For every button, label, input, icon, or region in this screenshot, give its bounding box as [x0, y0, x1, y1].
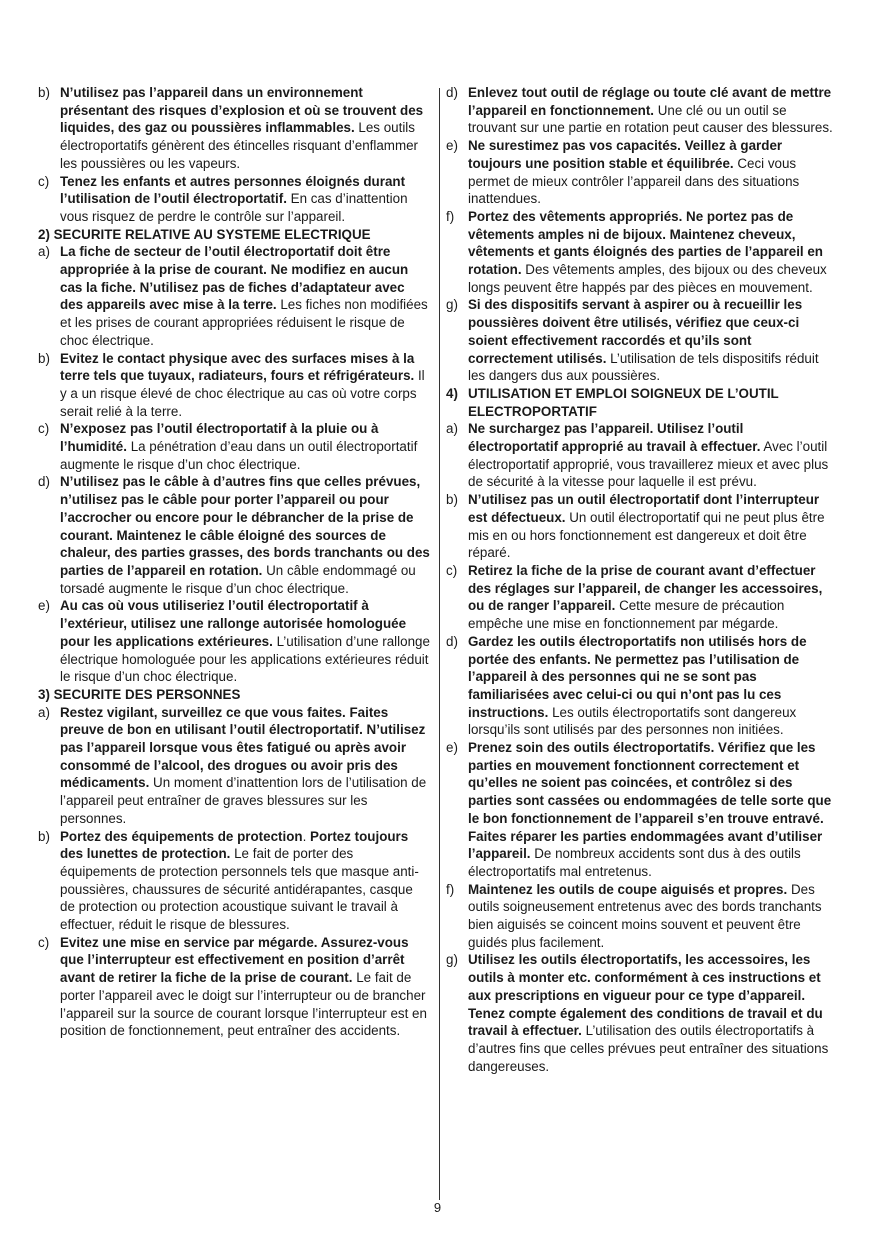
item-explanation: Des outils soigneusement entretenus avec des bords tranchants bien aiguisés se coincent moins souvent et peuvent être guidés plus facilement. — [468, 881, 822, 950]
item-label: g) — [446, 952, 458, 968]
item-warning: Au cas où vous utiliseriez l’outil électroportatif à l’extérieur, utilisez une rallonge autorisée homologuée pour les applications extérieures. — [60, 598, 407, 649]
item-warning: Ne surchargez pas l’appareil. Utilisez l’outil électroportatif approprié au travail à effectuer. — [468, 421, 761, 455]
item-warning: Retirez la fiche de la prise de courant avant d’effectuer des réglages sur l’appareil, de changer les accessoires, ou de ranger l’appareil. — [468, 562, 823, 614]
section-heading — [446, 385, 836, 420]
item-warning: Restez vigilant, surveillez ce que vous faites. Faites preuve de bon en utilisant l’outil électroportatif. N’utilisez pas l’appareil lorsque vous êtes fatigué ou après avoir consommé de l’alcool, des drogues ou avoir pris des médicaments. — [60, 704, 426, 791]
list-item — [38, 704, 430, 828]
item-explanation: Un câble endommagé ou torsadé augmente le risque d’un choc électrique. — [60, 562, 416, 596]
left-column — [38, 84, 430, 1040]
right-column — [446, 84, 836, 1075]
item-explanation: . — [302, 828, 311, 844]
item-warning: N’utilisez pas un outil électroportatif dont l’interrupteur est défectueux. — [468, 492, 820, 525]
column-divider — [439, 88, 440, 1200]
list-item — [446, 881, 836, 952]
list-item — [38, 828, 430, 934]
item-explanation: Des vêtements amples, des bijoux ou des cheveux longs peuvent être happés par des pièces en mouvement. — [468, 262, 827, 295]
list-item — [38, 597, 430, 686]
item-warning: Si des dispositifs servant à aspirer ou à recueillir les poussières doivent être utilisés, vérifiez que ceux-ci soient effectivement raccordés et qu’ils sont correctement utilisés. — [468, 297, 803, 366]
item-warning: Maintenez les outils de coupe aiguisés et propres. — [468, 881, 788, 897]
item-label: a) — [446, 421, 458, 437]
item-explanation: Les fiches non modifiées et les prises de courant appropriées réduisent le risque de choc électrique. — [60, 297, 428, 348]
item-label: d) — [38, 474, 50, 490]
item-explanation: Il y a un risque élevé de choc électrique au cas où votre corps serait relié à la terre. — [60, 368, 425, 419]
list-item — [446, 296, 836, 385]
list-item — [446, 84, 836, 137]
list-item — [38, 420, 430, 473]
item-label: c) — [446, 562, 458, 578]
item-explanation: Le fait de porter des équipements de protection personnels tels que masque anti-poussières, chaussures de sécurité antidérapantes, casque de protection ou protection acoustique suivant le travail à effectuer, réduit le risque de blessures. — [60, 846, 419, 933]
list-item — [446, 562, 836, 633]
list-item — [38, 934, 430, 1040]
item-label: d) — [446, 633, 458, 649]
item-label: b) — [38, 85, 50, 100]
item-label: b) — [38, 828, 50, 844]
list-item — [38, 243, 430, 349]
item-label: b) — [38, 350, 50, 366]
list-item — [38, 173, 430, 226]
item-explanation: L’utilisation d’une rallonge électrique homologuée pour les applications extérieures réduit le risque d’un choc électrique. — [60, 633, 430, 685]
item-label: e) — [38, 598, 50, 614]
item-explanation: En cas d’inattention vous risquez de perdre le contrôle sur l’appareil. — [60, 191, 408, 224]
item-warning: N’utilisez pas le câble à d’autres fins que celles prévues, n’utilisez pas le câble pour porter l’appareil ou pour l’accrocher ou encore pour le débrancher de la prise de courant. Maintenez le câble éloigné des sources de chaleur, des parties grasses, des bords tranchants ou des parties de l’appareil en rotation. — [60, 474, 430, 578]
item-warning: Evitez une mise en service par mégarde. Assurez-vous que l’interrupteur est effectivement en position d’arrêt avant de retirer la fiche de la prise de courant. — [60, 934, 409, 986]
item-explanation: Cette mesure de précaution empêche une mise en fonctionnement par mégarde. — [468, 598, 785, 632]
item-label: a) — [38, 704, 50, 720]
list-item — [446, 633, 836, 739]
list-item — [446, 491, 836, 562]
item-explanation: Un moment d’inattention lors de l’utilisation de l’appareil peut entraîner de graves blessures sur les personnes. — [60, 775, 427, 826]
list-item — [446, 739, 836, 881]
item-explanation: La pénétration d’eau dans un outil électroportatif augmente le risque d’un choc électrique. — [60, 439, 418, 472]
item-explanation: L’utilisation des outils électroportatifs à d’autres fins que celles prévues peut entraîner des situations dangereuses. — [468, 1023, 829, 1074]
section-heading: 2) SECURITE RELATIVE AU SYSTEME ELECTRIQUE — [38, 226, 371, 242]
list-item — [446, 208, 836, 297]
list-item — [446, 137, 836, 208]
item-explanation: L’utilisation de tels dispositifs réduit les dangers dus aux poussières. — [468, 350, 819, 384]
item-label: c) — [38, 173, 50, 189]
item-explanation: Les outils électroportatifs sont dangereux lorsqu’ils sont utilisés par des personnes non initiées. — [468, 704, 797, 738]
item-label: c) — [38, 934, 50, 950]
list-item — [446, 951, 836, 1075]
item-warning: Portez toujours des lunettes de protection. — [60, 828, 409, 862]
item-explanation: Avec l’outil électroportatif approprié, vous travaillerez mieux et avec plus de sécurité à la vitesse pour laquelle il est prévu. — [468, 439, 829, 490]
list-item — [38, 84, 430, 173]
list-item — [446, 420, 836, 491]
item-warning: N’exposez pas l’outil électroportatif à la pluie ou à l’humidité. — [60, 421, 379, 455]
item-warning: Evitez le contact physique avec des surfaces mises à la terre tels que tuyaux, radiateurs, fours et réfrigérateurs. — [60, 350, 415, 384]
item-warning: Portez des vêtements appropriés. Ne portez pas de vêtements amples ni de bijoux. Maintenez cheveux, vêtements et gants éloignés des parties de l’appareil en rotation. — [468, 208, 823, 278]
item-label: b) — [446, 492, 458, 508]
item-warning: Utilisez les outils électroportatifs, les accessoires, les outils à monter etc. conformément à ces instructions et aux prescriptions en vigueur pour ce type d’appareil. Tenez compte également des conditions de travail et du travail à effectuer. — [468, 952, 823, 1039]
section-number: 4) — [446, 385, 458, 401]
item-warning: Ne surestimez pas vos capacités. Veillez à garder toujours une position stable et équilibrée. — [468, 138, 783, 171]
item-warning: Tenez les enfants et autres personnes éloignés durant l’utilisation de l’outil électroportatif. — [60, 173, 406, 207]
item-explanation: Les outils électroportatifs génèrent des étincelles risquant d’enflammer les poussières ou les vapeurs. — [60, 120, 419, 171]
item-warning: Enlevez tout outil de réglage ou toute clé avant de mettre l’appareil en fonctionnement. — [468, 85, 832, 118]
page-number: 9 — [433, 1200, 442, 1215]
item-explanation: De nombreux accidents sont dus à des outils électroportatifs mal entretenus. — [468, 846, 801, 879]
item-warning: Portez des équipements de protection — [60, 828, 303, 844]
section-title: UTILISATION ET EMPLOI SOIGNEUX DE L’OUTIL ELECTROPORTATIF — [468, 385, 779, 419]
item-label: g) — [446, 297, 458, 313]
item-label: c) — [38, 421, 50, 437]
item-label: e) — [446, 740, 458, 756]
item-warning: Gardez les outils électroportatifs non utilisés hors de portée des enfants. Ne permettez pas l’utilisation de l’appareil à des personnes qui ne se sont pas familiarisées avec celui-ci ou qui n’ont pas lu ces instructions. — [468, 633, 807, 720]
item-explanation: Ceci vous permet de mieux contrôler l’appareil dans des situations inattendues. — [468, 155, 800, 207]
item-warning: La fiche de secteur de l’outil électroportatif doit être appropriée à la prise de courant. Ne modifiez en aucun cas la fiche. N’utilisez pas de fiches d’adaptateur avec des appareils avec mise à la terre. — [60, 244, 409, 313]
item-label: a) — [38, 244, 50, 260]
item-explanation: Le fait de porter l’appareil avec le doigt sur l’interrupteur ou de brancher l’appareil sur la source de courant lorsque l’interrupteur est en position de fonctionnement, peut entraîner des accidents. — [60, 970, 427, 1039]
item-explanation: Un outil électroportatif qui ne peut plus être mis en ou hors fonctionnement est dangereux et doit être réparé. — [468, 509, 825, 561]
item-label: f) — [446, 881, 455, 897]
list-item — [38, 350, 430, 421]
section-heading: 3) SECURITE DES PERSONNES — [38, 686, 241, 702]
list-item — [38, 473, 430, 597]
item-warning: Prenez soin des outils électroportatifs. Vérifiez que les parties en mouvement fonctionnent correctement et qu’elles ne soient pas coincées, et contrôlez si des parties sont cassées ou endommagées de telle sorte que le bon fonctionnement de l’appareil s’en trouve entravé. Faites réparer les parties endommagées avant d’utiliser l’appareil. — [468, 740, 832, 862]
item-label: f) — [446, 208, 455, 224]
item-warning: N’utilisez pas l’appareil dans un environnement présentant des risques d’explosion et où se trouvent des liquides, des gaz ou poussières inflammables. — [60, 85, 424, 136]
item-label: e) — [446, 138, 458, 154]
item-label: d) — [446, 85, 458, 100]
item-explanation: Une clé ou un outil se trouvant sur une partie en rotation peut causer des blessures. — [468, 102, 833, 136]
